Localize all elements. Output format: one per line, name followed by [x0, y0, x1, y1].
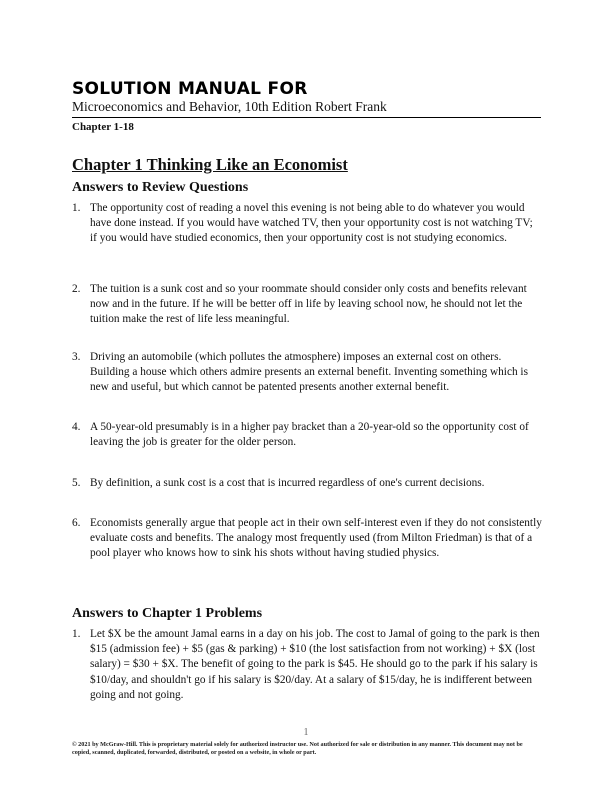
- review-item: [72, 420, 542, 450]
- review-heading: Answers to Review Questions: [72, 180, 249, 195]
- problem-item: [72, 627, 542, 703]
- banner-title: SOLUTION MANUAL FOR: [72, 79, 308, 99]
- item-text: By definition, a sunk cost is a cost that is incurred regardless of one's current decisions.: [90, 477, 485, 489]
- chapter-range: Chapter 1-18: [72, 121, 134, 133]
- review-item: [72, 201, 542, 247]
- chapter-title: Chapter 1 Thinking Like an Economist: [72, 155, 348, 174]
- item-text: Economists generally argue that people act in their own self-interest even if they do not consistently evaluate costs and benefits. The analogy most frequently used (from Milton Friedman) is that of a pool player who knows how to sink his shots without having studied physics.: [90, 517, 542, 560]
- item-number: 2.: [72, 283, 81, 295]
- review-item: [72, 282, 542, 328]
- item-number: 6.: [72, 517, 81, 529]
- item-number: 1.: [72, 202, 81, 214]
- item-number: 5.: [72, 477, 81, 489]
- item-number: 1.: [72, 628, 81, 640]
- item-text: The opportunity cost of reading a novel this evening is not being able to do whatever you would have done instead. If you would have watched TV, then your opportunity cost is not watching TV; if you would have studied economics, then your opportunity cost is not studying economics.: [90, 202, 533, 245]
- item-text: Driving an automobile (which pollutes the atmosphere) imposes an external cost on others. Building a house which others admire presents an external benefit. Inventing something which is new and useful, but which cannot be patented presents another external benefit.: [90, 351, 528, 394]
- item-text: A 50-year-old presumably is in a higher pay bracket than a 20-year-old so the opportunity cost of leaving the job is greater for the older person.: [90, 421, 529, 449]
- review-item: [72, 516, 542, 562]
- review-item: [72, 476, 542, 491]
- copyright-footer: © 2021 by McGraw-Hill. This is proprietary material solely for authorized instructor use. Not authorized for sale or distribution in any manner. This document may not be copied, scanned, duplicated, forwarded, distributed, or posted on a website, in whole or part.: [72, 741, 523, 756]
- item-number: 3.: [72, 351, 81, 363]
- book-subtitle: Microeconomics and Behavior, 10th Edition Robert Frank: [72, 99, 387, 114]
- page-number: 1: [303, 727, 309, 738]
- header-rule: [72, 117, 541, 118]
- item-text: The tuition is a sunk cost and so your roommate should consider only costs and benefits relevant now and in the future. If he will be better off in life by leaving school now, he should not let the tuition make the rest of life less meaningful.: [90, 283, 527, 326]
- review-item: [72, 350, 542, 396]
- item-number: 4.: [72, 421, 81, 433]
- item-text: Let $X be the amount Jamal earns in a day on his job. The cost to Jamal of going to the park is then $15 (admission fee) + $5 (gas & parking) + $10 (the lost satisfaction from not working) + $X (lost salary) = $30 + $X. The benefit of going to the park is $45. He should go to the park if his salary is $10/day, and shouldn't go if his salary is $20/day. At a salary of $15/day, he is indifferent between going and not going.: [90, 628, 540, 701]
- problems-heading: Answers to Chapter 1 Problems: [72, 606, 263, 621]
